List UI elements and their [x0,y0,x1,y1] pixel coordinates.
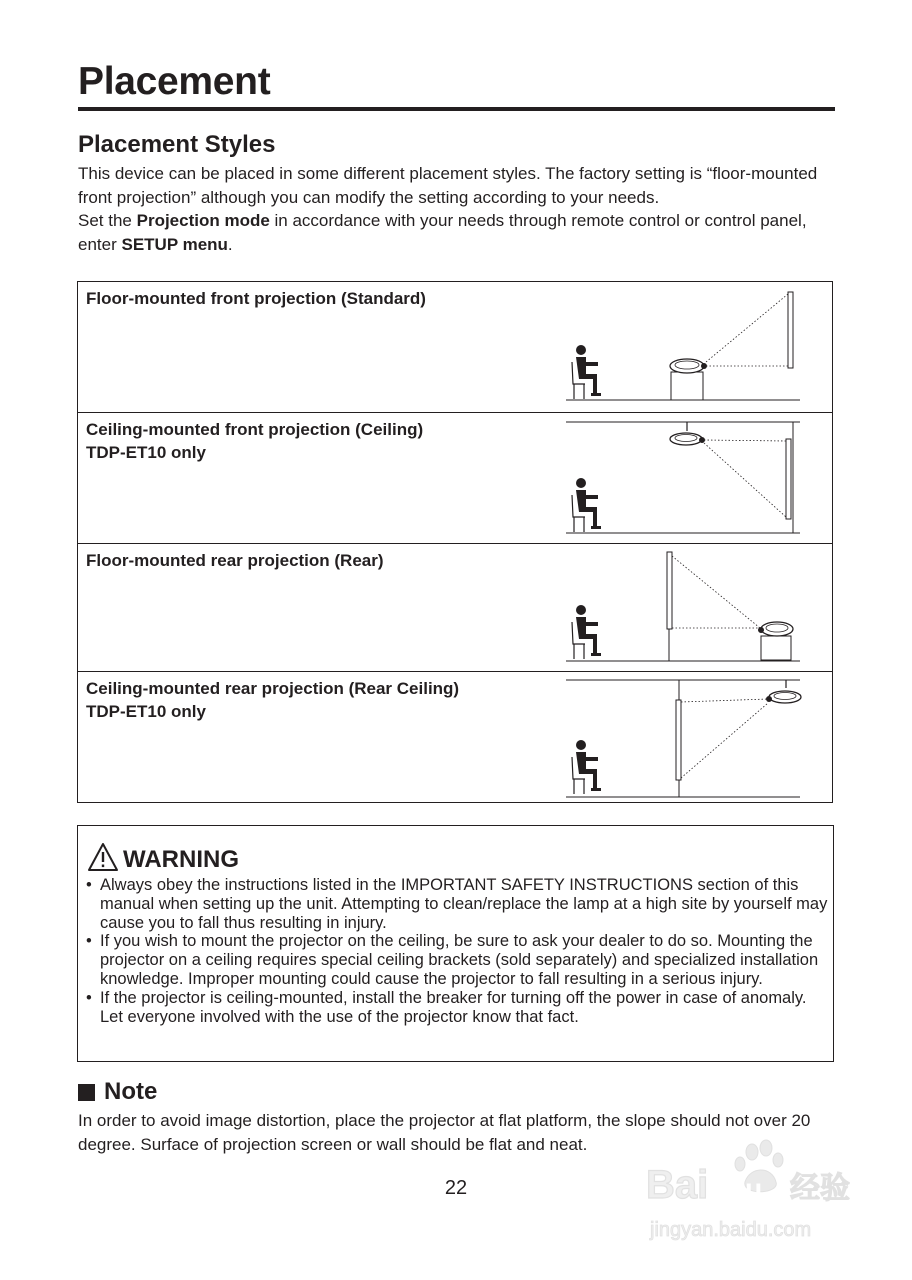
section-title: Placement Styles [78,131,276,158]
intro-paragraph-1: This device can be placed in some different placement styles. The factory setting is “floor-mounted front projection” although you can modify the setting according to your needs. [78,164,818,207]
warning-list [86,876,831,1026]
baidu-watermark-logo [640,1138,880,1248]
title-rule [78,107,835,111]
seated-person-icon [572,605,601,659]
warning-item: • If the projector is ceiling-mounted, install the breaker for turning off the power in case of anomaly. Let everyone involved with the use of the projector know that fact. [86,989,831,1027]
intro-text [78,162,838,256]
svg-text:经验: 经验 [790,1171,850,1206]
warning-heading [87,842,239,872]
projector-icon [670,359,707,400]
note-title: Note [104,1078,158,1105]
placement-styles-table [77,281,833,803]
page-number: 22 [444,1177,468,1199]
warning-triangle-icon [87,842,119,872]
style-label: Floor-mounted front projection (Standard) [86,289,426,308]
ceiling-rear-diagram [564,672,810,802]
warning-box [77,825,834,1062]
note-heading [78,1078,157,1106]
style-row-rear [78,543,832,671]
projector-icon [758,622,793,660]
seated-person-icon [572,740,601,794]
floor-front-diagram [564,282,810,412]
style-row-ceiling [78,412,832,543]
seated-person-icon [572,345,601,399]
style-row-standard [78,282,832,412]
style-label: Ceiling-mounted rear projection (Rear Ceiling) [86,679,460,698]
page-title: Placement [78,60,271,103]
style-sublabel: TDP-ET10 only [86,443,206,462]
style-label: Floor-mounted rear projection (Rear) [86,551,384,570]
square-bullet-icon [78,1084,95,1101]
ceiling-front-diagram [564,413,810,544]
warning-item: • Always obey the instructions listed in the IMPORTANT SAFETY INSTRUCTIONS section of this manual when setting up the unit. Attempting to clean/replace the lamp at a high site by yourself may cause you to fall thus resulting in injury. [86,876,831,932]
note-text: In order to avoid image distortion, place the projector at flat platform, the slope should not over 20 degree. Surface of projection screen or wall should be flat and neat. [78,1111,811,1154]
style-row-rear-ceiling [78,671,832,801]
intro-paragraph-2: Set the Projection mode in accordance with your needs through remote control or control panel, enter SETUP menu. [78,211,807,254]
style-sublabel: TDP-ET10 only [86,702,206,721]
style-label: Ceiling-mounted front projection (Ceiling) [86,420,424,439]
warning-title: WARNING [123,846,239,873]
warning-item: • If you wish to mount the projector on the ceiling, be sure to ask your dealer to do so. Mounting the projector on a ceiling requires special ceiling brackets (sold separately) and specialized installation knowledge. Improper mounting could cause the projector to fall resulting in a serious injury. [86,932,831,988]
svg-text:du: du [728,1173,763,1204]
svg-text:Bai: Bai [646,1163,709,1207]
svg-text:jingyan.baidu.com: jingyan.baidu.com [650,1219,812,1241]
seated-person-icon [572,478,601,532]
projector-icon [670,433,705,445]
projection-mode-term: Projection mode [136,211,270,230]
floor-rear-diagram [564,544,810,672]
setup-menu-term: SETUP menu [121,234,228,254]
projector-icon [766,691,801,703]
